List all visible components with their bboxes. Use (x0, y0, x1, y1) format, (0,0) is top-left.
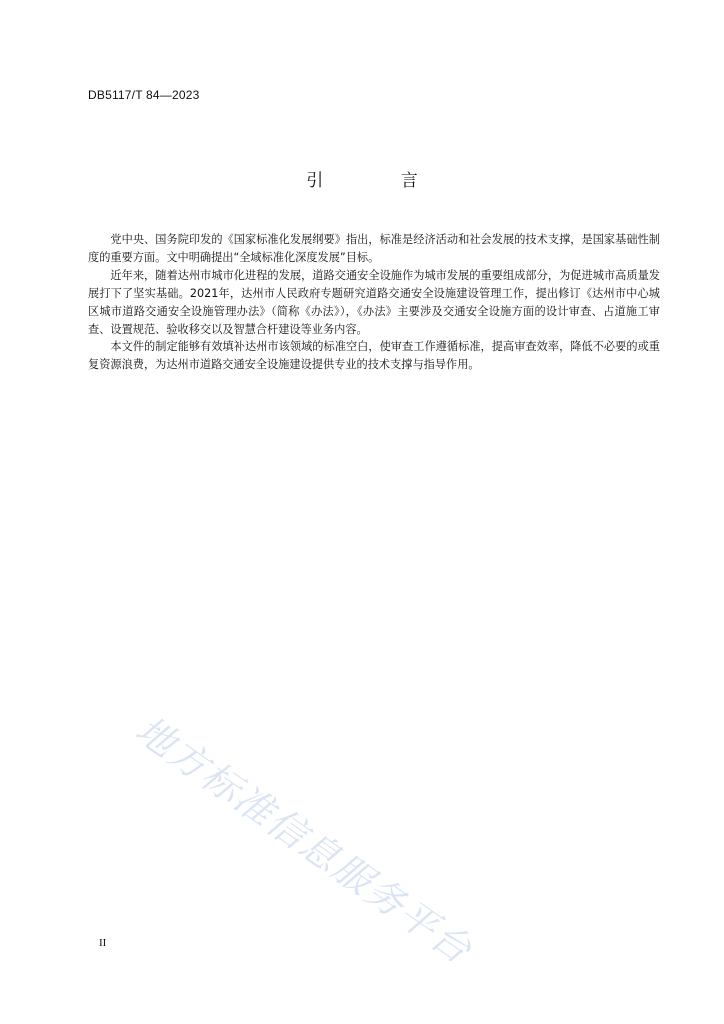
paragraph: 党中央、国务院印发的《国家标准化发展纲要》指出，标准是经济活动和社会发展的技术支撑，是国家基础性制度的重要方面。文中明确提出“全域标准化深度发展”目标。 (88, 233, 660, 264)
page-number: II (99, 937, 107, 949)
standard-code: DB5117/T 84—2023 (88, 88, 200, 102)
page-title: 引 言 (306, 171, 454, 191)
paragraph: 本文件的制定能够有效填补达州市该领域的标准空白，使审查工作遵循标准，提高审查效率，降低不必要的或重复资源浪费，为达州市道路交通安全设施建设提供专业的技术支撑与指导作用。 (88, 340, 660, 372)
watermark: 地方标准信息服务平台 (127, 707, 481, 973)
body-text (88, 231, 660, 374)
paragraph: 近年来，随着达州市城市化进程的发展，道路交通安全设施作为城市发展的重要组成部分，为促进城市高质量发展打下了坚实基础。2021年，达州市人民政府专题研究道路交通安全设施建设管理工作，提出修订《达州市中心城区城市道路交通安全设施管理办法》（简称《办法》），《办法》主要涉及交通安全设施方面的设计审查、占道施工审查、设置规范、验收移交以及智慧合杆建设等业务内容。 (88, 268, 660, 336)
